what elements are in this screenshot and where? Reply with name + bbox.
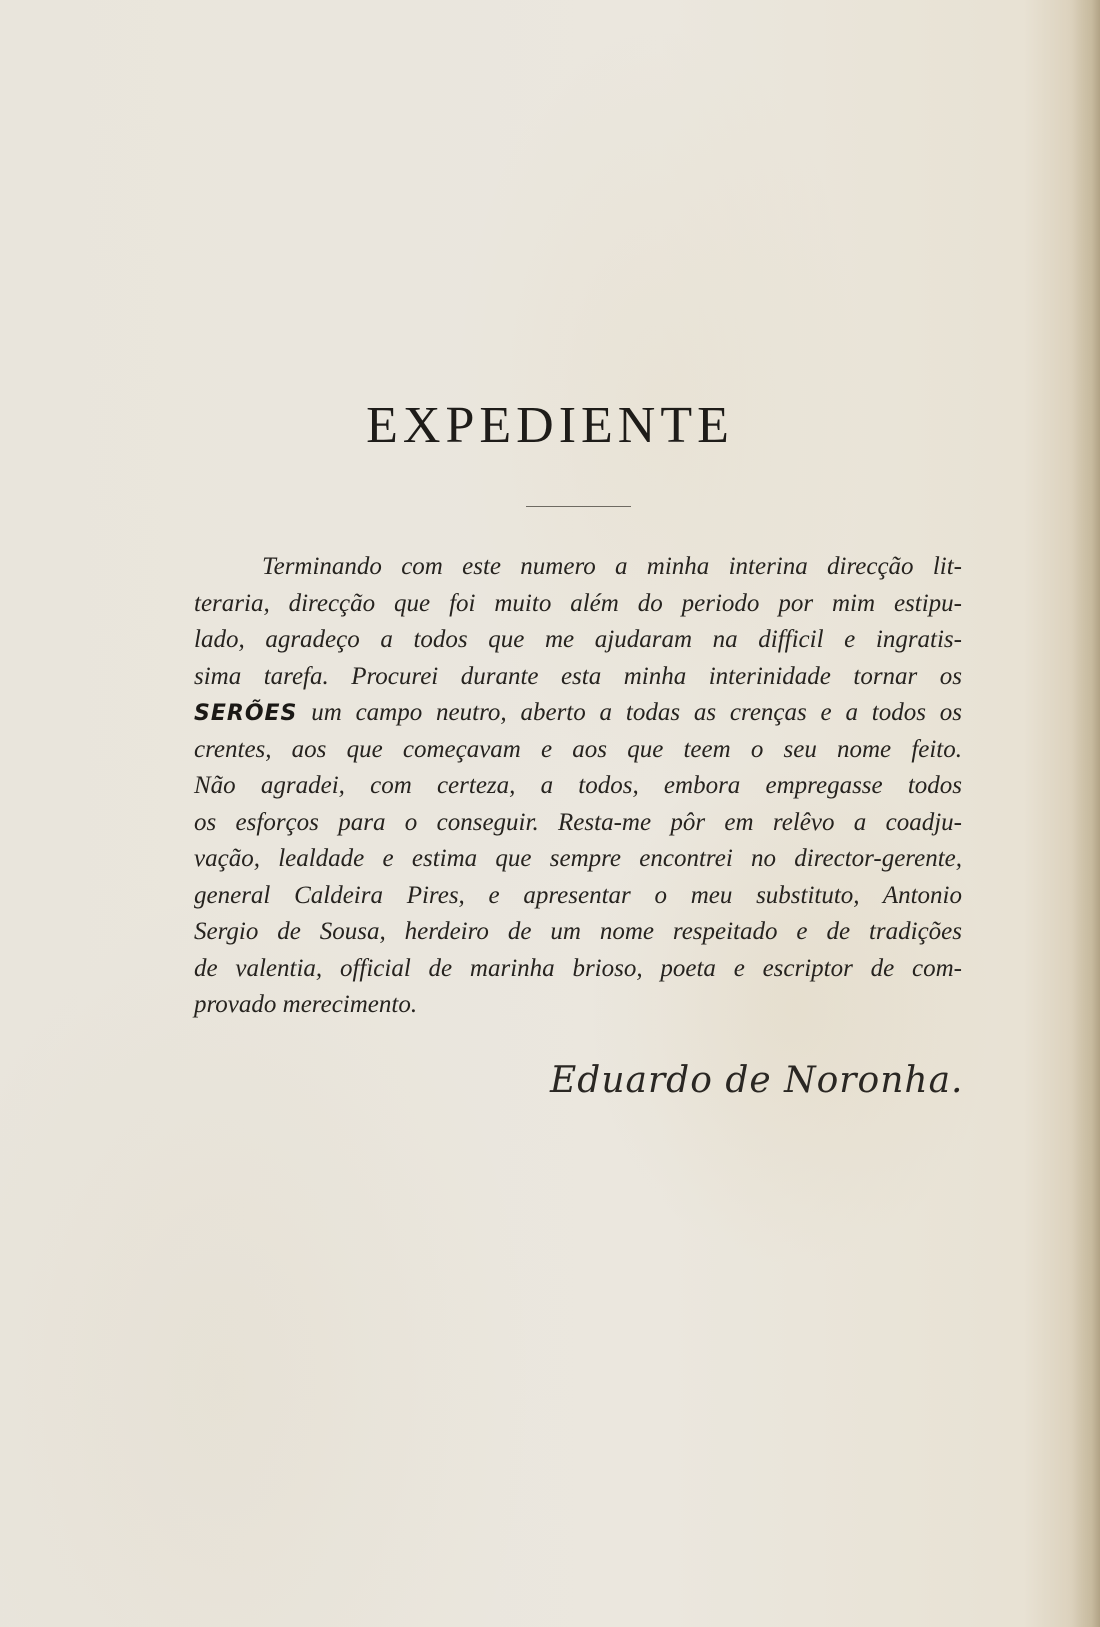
page-edge-shadow — [1072, 0, 1100, 1627]
paragraph-line: Sergio de Sousa, herdeiro de um nome respeitado e de tradições — [194, 918, 962, 945]
paragraph-line: de valentia, official de marinha brioso, poeta e escriptor de com- — [194, 954, 962, 982]
paragraph-line: general Caldeira Pires, e apresentar o meu substituto, Antonio — [194, 881, 962, 909]
paragraph-line: Não agradei, com certeza, a todos, embora empregasse todos — [194, 772, 962, 799]
paragraph-line-text: um campo neutro, aberto a todas as crenças e a todos os — [311, 699, 963, 726]
paragraph-line: teraria, direcção que foi muito além do periodo por mim estipu- — [194, 589, 962, 617]
author-signature: Eduardo de Noronha. — [550, 1060, 964, 1101]
title-divider — [526, 506, 631, 507]
magazine-name: SERÕES — [194, 701, 298, 726]
paragraph-line: lado, agradeço a todos que me ajudaram na difficil e ingratis- — [194, 626, 962, 653]
paragraph-line: crentes, aos que começavam e aos que teem o seu nome feito. — [194, 735, 962, 763]
paragraph-line — [194, 695, 962, 732]
page-title: EXPEDIENTE — [366, 397, 734, 454]
paragraph-line: vação, lealdade e estima que sempre encontrei no director-gerente, — [194, 845, 962, 872]
paragraph-line: os esforços para o conseguir. Resta-me pôr em relêvo a coadju- — [194, 808, 962, 836]
body-paragraph — [194, 549, 962, 1024]
paragraph-line: Terminando com este numero a minha interina direcção lit- — [262, 553, 962, 580]
paragraph-line: sima tarefa. Procurei durante esta minha interinidade tornar os — [194, 662, 962, 690]
paragraph-line: provado merecimento. — [194, 991, 418, 1018]
